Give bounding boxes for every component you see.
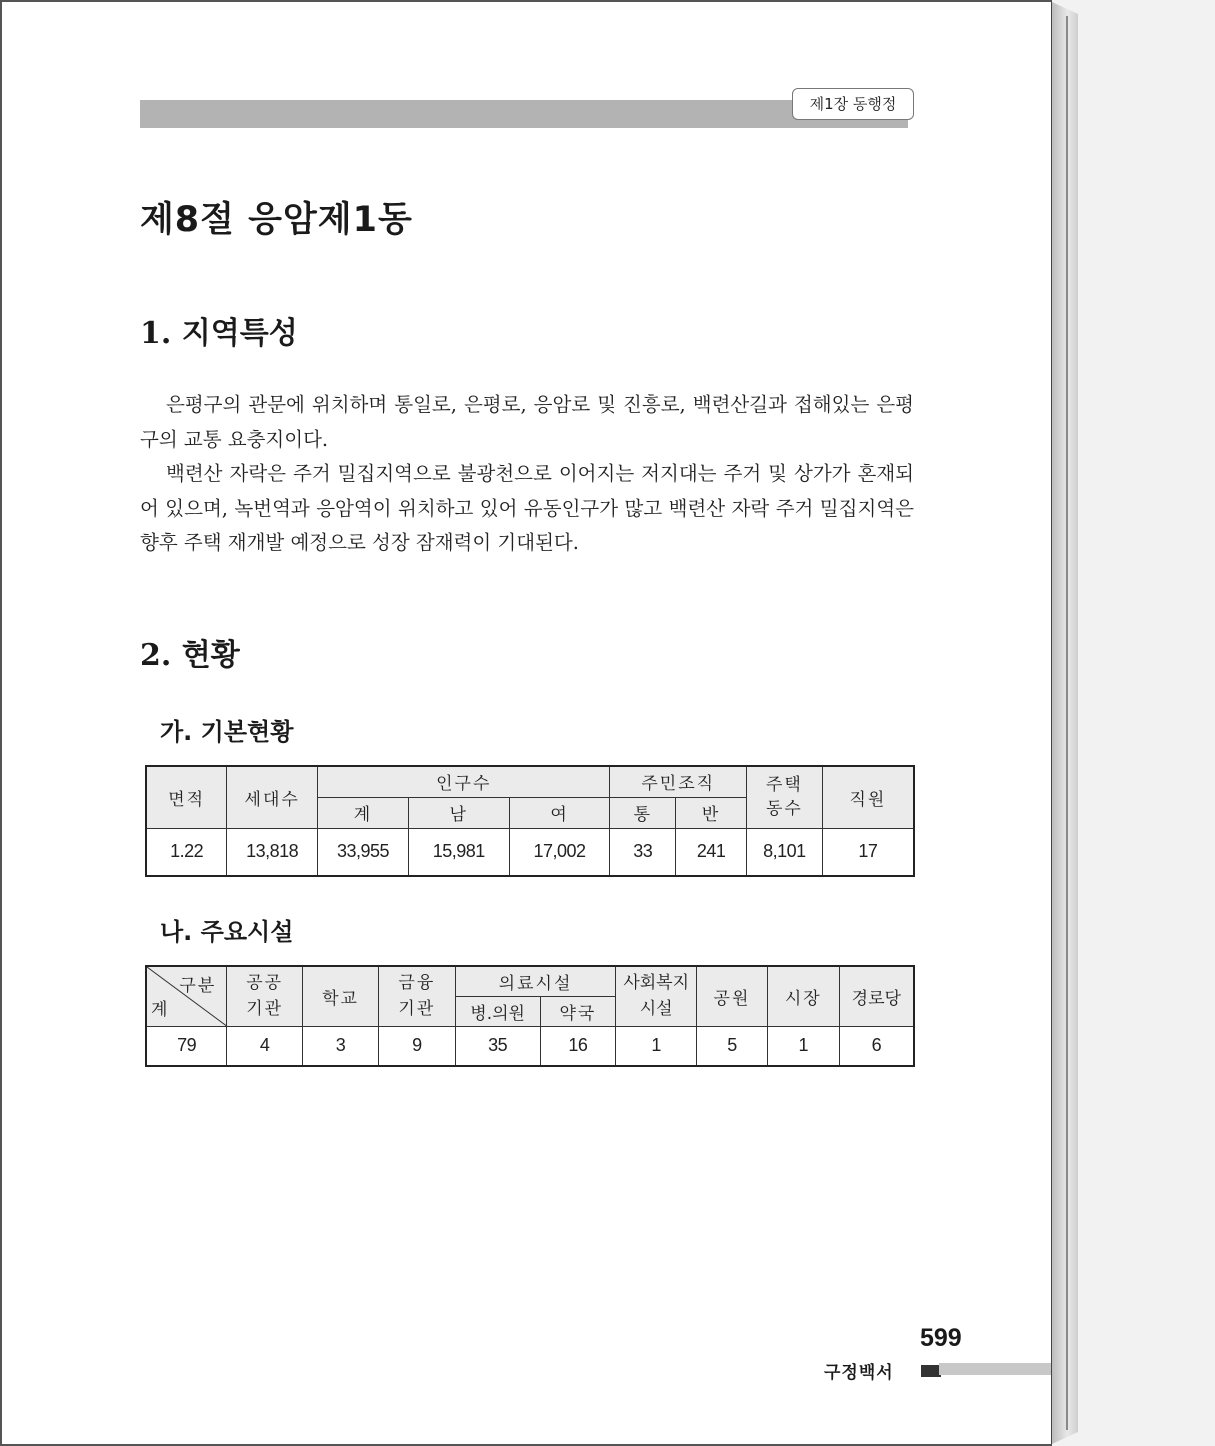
page-stack-edge: [1052, 2, 1078, 1444]
header-market: 시장: [767, 966, 839, 1026]
header-pharmacy: 약국: [540, 996, 616, 1026]
heading-basic-status: 가. 기본현황: [160, 718, 294, 746]
cell-hospital: 35: [455, 1026, 540, 1066]
header-category: 구분: [179, 976, 217, 996]
cell-ban: 241: [676, 828, 747, 876]
cell-finance: 9: [378, 1026, 455, 1066]
header-senior: 경로당: [839, 966, 914, 1026]
cell-households: 13,818: [227, 828, 318, 876]
cell-welfare: 1: [616, 1026, 697, 1066]
cell-pop-male: 15,981: [408, 828, 509, 876]
header-area: 면적: [146, 766, 227, 828]
cell-staff: 17: [822, 828, 914, 876]
cell-park: 5: [697, 1026, 768, 1066]
cell-pop-female: 17,002: [509, 828, 610, 876]
chapter-tag: 제1장 동행정: [792, 88, 914, 120]
header-park: 공원: [697, 966, 768, 1026]
header-population: 인구수: [318, 766, 610, 797]
header-finance: 금융기관: [378, 966, 455, 1026]
section-title: 제8절 응암제1동: [140, 200, 413, 240]
header-welfare: 사회복지시설: [616, 966, 697, 1026]
header-medical: 의료시설: [455, 966, 616, 996]
cell-housing: 8,101: [746, 828, 822, 876]
header-hospital: 병.의원: [455, 996, 540, 1026]
page-number: 599: [920, 1324, 962, 1352]
cell-pop-total: 33,955: [318, 828, 409, 876]
footer-label: 구정백서: [824, 1363, 894, 1383]
cell-public: 4: [227, 1026, 303, 1066]
footer-bar: [939, 1363, 1051, 1375]
cell-area: 1.22: [146, 828, 227, 876]
paragraph-2: 백련산 자락은 주거 밀집지역으로 불광천으로 이어지는 저지대는 주거 및 상가가 혼재되어 있으며, 녹번역과 응암역이 위치하고 있어 유동인구가 많고 백련산 자락 주거 밀집지역은 향후 주택 재개발 예정으로 성장 잠재력이 기대된다.: [140, 462, 914, 554]
header-tong: 통: [610, 797, 676, 828]
page-edge-line: [1066, 16, 1068, 1430]
cell-school: 3: [303, 1026, 379, 1066]
table-row: [146, 1026, 914, 1066]
header-staff: 직원: [822, 766, 914, 828]
heading-status: 2. 현황: [140, 638, 240, 673]
header-public: 공공기관: [227, 966, 303, 1026]
header-school: 학교: [303, 966, 379, 1026]
header-households: 세대수: [227, 766, 318, 828]
header-pop-female: 여: [509, 797, 610, 828]
header-total: 계: [151, 999, 170, 1020]
region-description: [140, 388, 914, 561]
basic-status-table: [145, 765, 915, 877]
cell-tong: 33: [610, 828, 676, 876]
header-ban: 반: [676, 797, 747, 828]
table-row: [146, 828, 914, 876]
cell-pharmacy: 16: [540, 1026, 616, 1066]
header-housing: 주택동수: [746, 766, 822, 828]
cell-market: 1: [767, 1026, 839, 1066]
header-pop-male: 남: [408, 797, 509, 828]
header-resident-org: 주민조직: [610, 766, 747, 797]
cell-total: 79: [146, 1026, 227, 1066]
header-pop-total: 계: [318, 797, 409, 828]
footer-marker: [921, 1365, 941, 1377]
cell-senior: 6: [839, 1026, 914, 1066]
heading-region-characteristics: 1. 지역특성: [140, 316, 298, 351]
header-category-diagonal: [146, 966, 227, 1026]
heading-major-facilities: 나. 주요시설: [160, 918, 294, 946]
paragraph-1: 은평구의 관문에 위치하며 통일로, 은평로, 응암로 및 진흥로, 백련산길과 접해있는 은평구의 교통 요충지이다.: [140, 393, 914, 451]
major-facilities-table: [145, 965, 915, 1067]
